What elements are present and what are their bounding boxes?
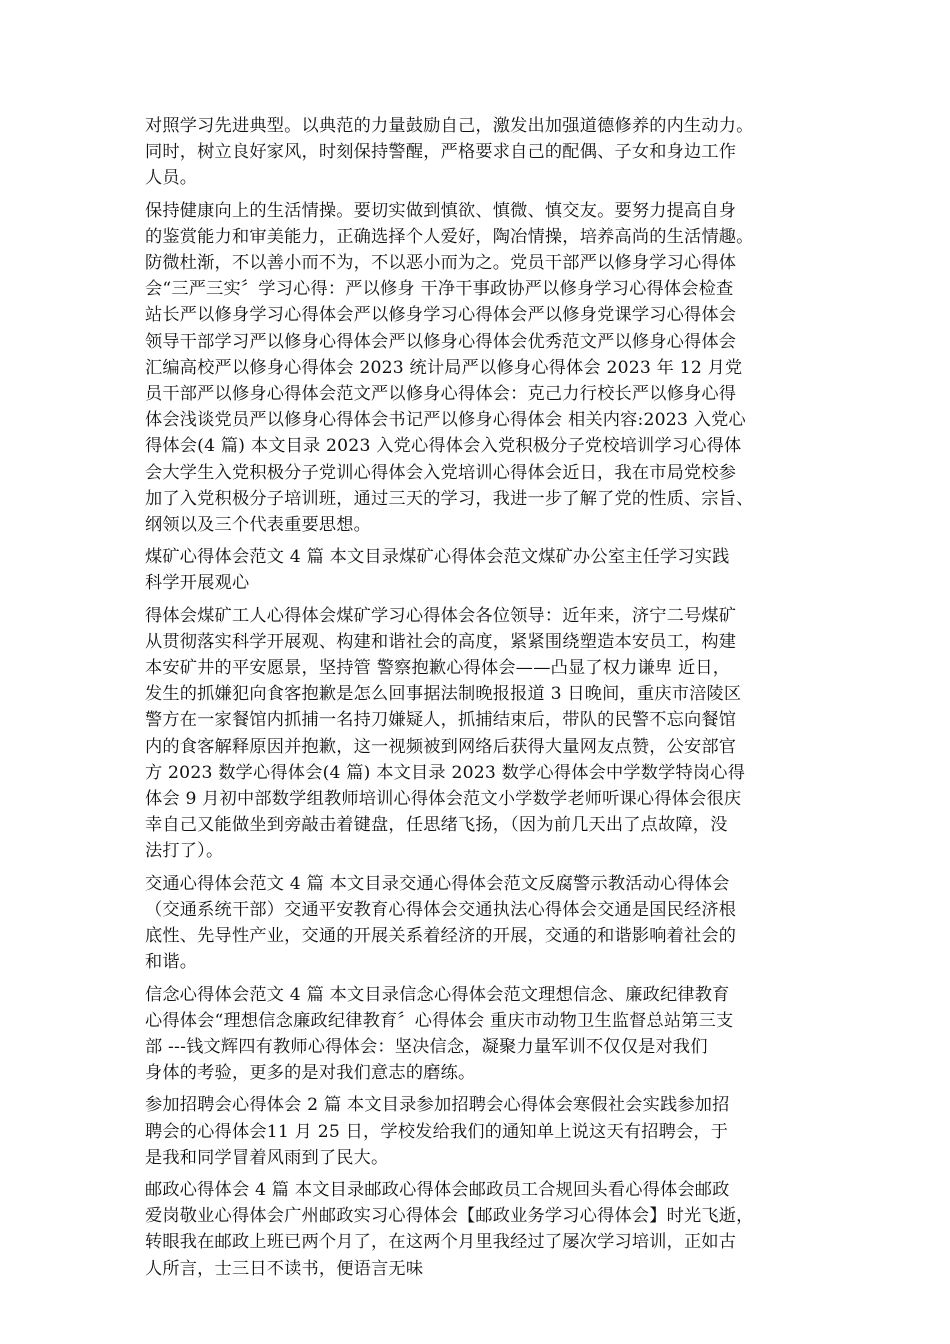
paragraph-healthy-life	[145, 198, 807, 539]
text-line: 员干部严以修身心得体会范文严以修身心得体会：克己力行校长严以修身心得	[145, 384, 737, 405]
text-line: 底性、先导性产业，交通的开展关系着经济的开展，交通的和谐影响着社会的	[145, 926, 737, 947]
text-line: 本安矿井的平安愿景，坚持管 警察抱歉心得体会——凸显了权力谦卑 近日，	[145, 658, 731, 679]
text-line: 警方在一家餐馆内抓捕一名持刀嫌疑人，抓捕结束后，带队的民警不忘向餐馆	[145, 710, 737, 731]
text-line: 幸自己又能做坐到旁敲击着键盘，任思绪飞扬，（因为前几天出了点故障，没	[145, 815, 728, 836]
text-line: 加了入党积极分子培训班，通过三天的学习，我进一步了解了党的性质、宗旨、	[145, 488, 754, 509]
text-line: 从贯彻落实科学开展观、构建和谐社会的高度，紧紧围绕塑造本安员工，构建	[145, 631, 737, 652]
text-line: 得体会煤矿工人心得体会煤矿学习心得体会各位领导：近年来，济宁二号煤矿	[145, 605, 737, 626]
text-line: （交通系统干部）交通平安教育心得体会交通执法心得体会交通是国民经济根	[145, 899, 737, 920]
text-line: 防微杜渐，不以善小而不为，不以恶小而为之。党员干部严以修身学习心得体	[145, 253, 737, 274]
text-line: 人所言，士三日不读书，便语言无味	[145, 1258, 424, 1279]
text-line: 的鉴赏能力和审美能力，正确选择个人爱好，陶冶情操，培养高尚的生活情趣。	[145, 226, 754, 247]
text-line: 体会 9 月初中部数学组教师培训心得体会范文小学数学老师听课心得体会很庆	[145, 789, 742, 810]
text-line: 煤矿心得体会范文 4 篇 本文目录煤矿心得体会范文煤矿办公室主任学习实践	[145, 547, 730, 568]
text-line: 站长严以修身学习心得体会严以修身学习心得体会严以修身党课学习心得体会	[145, 305, 737, 326]
text-line: 身体的考验，更多的是对我们意志的磨练。	[145, 1063, 476, 1084]
text-line: 领导干部学习严以修身心得体会严以修身心得体会优秀范文严以修身心得体会	[145, 331, 737, 352]
text-line: 方 2023 数学心得体会(4 篇) 本文目录 2023 数学心得体会中学数学特岗心得	[145, 762, 746, 783]
text-line: 内的食客解释原因并抱歉，这一视频被到网络后获得大量网友点赞，公安部官	[145, 736, 737, 757]
text-line: 参加招聘会心得体会 2 篇 本文目录参加招聘会心得体会寒假社会实践参加招	[145, 1095, 730, 1116]
paragraph-postal	[145, 1177, 807, 1282]
text-line: 体会浅谈党员严以修身心得体会书记严以修身心得体会 相关内容:2023 入党心	[145, 410, 746, 431]
text-line: 是我和同学冒着风雨到了民大。	[145, 1147, 389, 1168]
document-body	[145, 113, 807, 1288]
text-line: 科学开展观心	[145, 573, 250, 594]
text-line: 会“三严三实〞学习心得：严以修身 干净干事政协严以修身学习心得体会检查	[145, 279, 734, 300]
text-line: 和谐。	[145, 952, 198, 973]
paragraph-belief	[145, 982, 807, 1087]
text-line: 纲领以及三个代表重要思想。	[145, 515, 372, 536]
text-line: 法打了）。	[145, 841, 224, 862]
text-line: 得体会(4 篇) 本文目录 2023 入党心得体会入党积极分子党校培训学习心得体	[145, 436, 742, 457]
text-line: 邮政心得体会 4 篇 本文目录邮政心得体会邮政员工合规回头看心得体会邮政	[145, 1179, 730, 1200]
paragraph-coal-mine-heading	[145, 544, 807, 596]
paragraph-role-models	[145, 113, 807, 192]
text-line: 转眼我在邮政上班已两个月了，在这两个月里我经过了屡次学习培训，正如古	[145, 1232, 737, 1253]
text-line: 人员。	[145, 168, 198, 189]
paragraph-coal-mine-body	[145, 603, 807, 865]
text-line: 发生的抓嫌犯向食客抱歉是怎么回事据法制晚报报道 3 日晚间，重庆市涪陵区	[145, 684, 742, 705]
paragraph-traffic	[145, 871, 807, 976]
text-line: 心得体会“理想信念廉政纪律教育〞心得体会 重庆市动物卫生监督总站第三支	[145, 1010, 734, 1031]
text-line: 交通心得体会范文 4 篇 本文目录交通心得体会范文反腐警示教活动心得体会	[145, 873, 730, 894]
text-line: 部 ---钱文辉四有教师心得体会：坚决信念，凝聚力量军训不仅仅是对我们	[145, 1036, 708, 1057]
text-line: 保持健康向上的生活情操。要切实做到慎欲、慎微、慎交友。要努力提高自身	[145, 200, 737, 221]
text-line: 同时，树立良好家风，时刻保持警醒，严格要求自己的配偶、子女和身边工作	[145, 142, 737, 163]
text-line: 信念心得体会范文 4 篇 本文目录信念心得体会范文理想信念、廉政纪律教育	[145, 984, 730, 1005]
text-line: 汇编高校严以修身心得体会 2023 统计局严以修身心得体会 2023 年 12 月党	[145, 357, 743, 378]
text-line: 会大学生入党积极分子党训心得体会入党培训心得体会近日，我在市局党校参	[145, 462, 737, 483]
text-line: 聘会的心得体会11 月 25 日，学校发给我们的通知单上说这天有招聘会，于	[145, 1121, 729, 1142]
text-line: 对照学习先进典型。以典范的力量鼓励自己，激发出加强道德修养的内生动力。	[145, 116, 754, 136]
text-line: 爱岗敬业心得体会广州邮政实习心得体会【邮政业务学习心得体会】时光飞逝，	[145, 1206, 754, 1227]
paragraph-job-fair	[145, 1092, 807, 1171]
